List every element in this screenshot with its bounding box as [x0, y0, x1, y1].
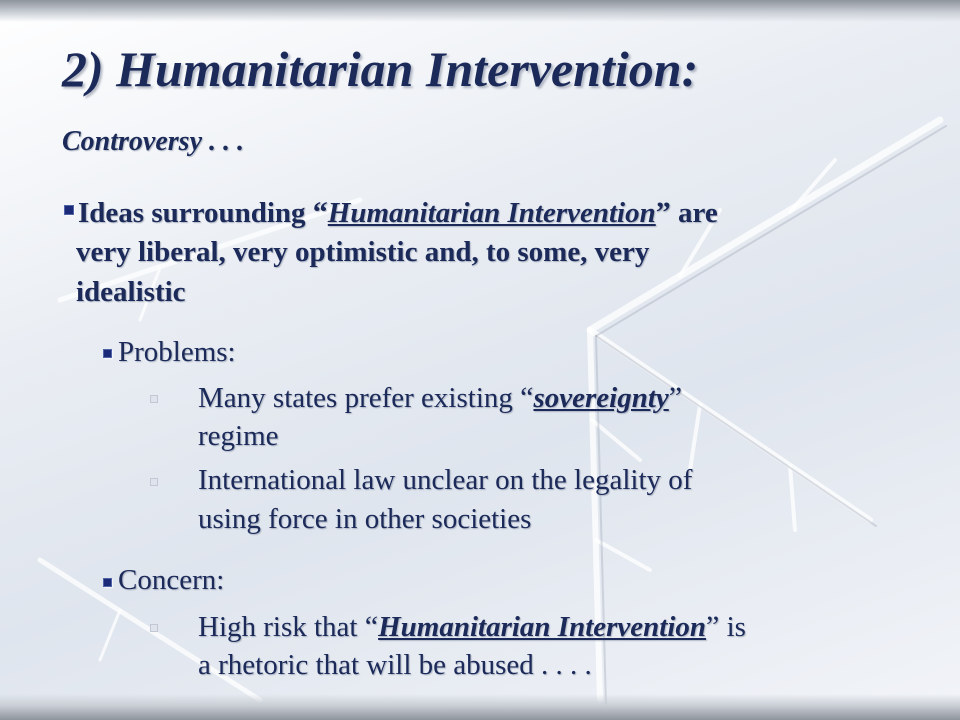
problem-item-2-line-2: using force in other societies	[198, 503, 532, 535]
sub-bullet-icon	[150, 624, 158, 632]
problems-label: Problems:	[118, 336, 236, 368]
concern-item-1-term: Humanitarian Intervention	[378, 611, 707, 643]
problem-item-1-line-2: regime	[198, 420, 279, 452]
problem-item-1-term: sovereignty	[533, 382, 669, 414]
bullet-icon	[103, 578, 112, 587]
main-point-term: Humanitarian Intervention	[327, 197, 656, 229]
slide-title: 2) Humanitarian Intervention:	[62, 41, 699, 97]
problem-item-2-line-1: International law unclear on the legality of	[198, 464, 693, 496]
bottom-gradient-bar	[0, 694, 960, 720]
sub-bullet-icon	[150, 395, 158, 403]
bullet-icon	[64, 205, 74, 215]
main-point-line-2: very liberal, very optimistic and, to some, very	[76, 236, 650, 268]
main-point-line-3: idealistic	[76, 276, 186, 308]
bullet-icon	[103, 349, 112, 358]
concern-item-1-line-1: High risk that “Humanitarian Intervention” is	[198, 610, 746, 643]
concern-item-1-line-2: a rhetoric that will be abused . . . .	[198, 649, 592, 681]
concern-label: Concern:	[118, 564, 225, 596]
main-point-line-1: Ideas surrounding “Humanitarian Intervention” are	[78, 196, 718, 229]
problem-item-1-line-1: Many states prefer existing “sovereignty”	[198, 381, 683, 414]
slide-subtitle: Controversy . . .	[62, 126, 244, 157]
sub-bullet-icon	[150, 478, 158, 486]
